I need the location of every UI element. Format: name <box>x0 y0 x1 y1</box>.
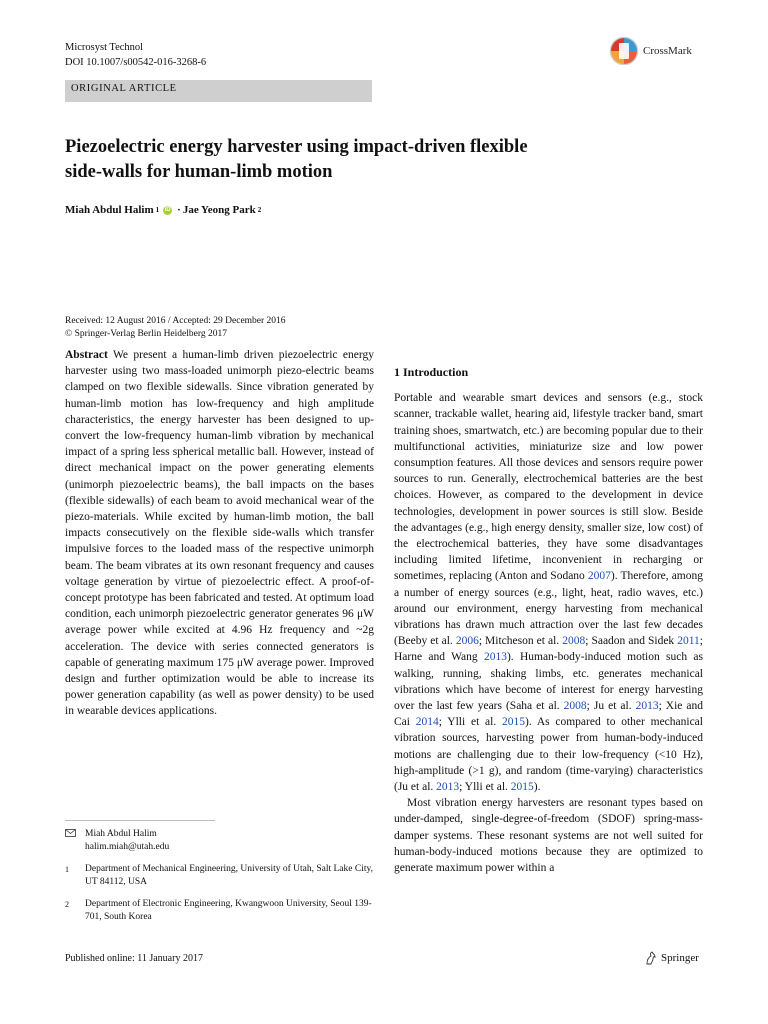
copyright: © Springer-Verlag Berlin Heidelberg 2017 <box>65 329 227 339</box>
author-affiliation-mark: 1 <box>155 206 160 214</box>
intro-paragraph-1 <box>394 390 703 795</box>
paragraph-text: ; Saadon and Sidek <box>585 635 678 648</box>
affiliation-text: Department of Electronic Engineering, Kwangwoon University, Seoul 139-701, South Korea <box>85 899 372 922</box>
intro-paragraph-2: Most vibration energy harvesters are resonant types based on under-damped, single-degree-of-freedom (SDOF) spring-mass-damper systems. These resonant systems are not well suited for human-body-induced motions because they are optimized to generate maximum power within a <box>394 797 703 875</box>
citation-link[interactable]: 2015 <box>501 716 525 729</box>
citation-link[interactable]: 2014 <box>415 716 439 729</box>
affiliation-item <box>65 898 375 923</box>
received-accepted: Received: 12 August 2016 / Accepted: 29 December 2016 <box>65 316 286 326</box>
footnotes <box>65 828 375 933</box>
paragraph-text: ). As compared to other mechanical vibration sources, harvesting power from human-body-induced motions are challenging due to their low-frequency (<10 Hz), high-amplitude (>1 g), and random (time-varying) characteristics (Ju et al. <box>394 716 703 794</box>
citation-link[interactable]: 2013 <box>483 651 507 664</box>
author-affiliation-mark: 2 <box>257 206 262 214</box>
affiliation-number: 2 <box>65 900 69 909</box>
citation-link[interactable]: 2006 <box>455 635 479 648</box>
publisher-logo <box>644 951 699 965</box>
citation-link[interactable]: 2008 <box>563 700 587 713</box>
citation-link[interactable]: 2008 <box>562 635 586 648</box>
journal-header <box>65 40 206 70</box>
journal-name: Microsyst Technol <box>65 42 144 53</box>
crossmark-label: CrossMark <box>643 45 692 57</box>
paragraph-text: ). Therefore, among a number of energy sources (e.g., light, heat, radio waves, etc.) around our environment, energy harvesting from mechanical vibrations has drawn much attraction over the last few decades (Beeby et al. <box>394 570 704 648</box>
section-heading: 1 Introduction <box>394 365 469 379</box>
citation-link[interactable]: 2015 <box>510 781 534 794</box>
article-dates <box>65 315 286 341</box>
author-name[interactable]: Jae Yeong Park <box>182 204 256 216</box>
abstract-text: We present a human-limb driven piezoelectric energy harvester using two mass-loaded unimorph piezo-electric beams clamped on two flexible sidewalls. Since vibration generated by human-limb motion has low-frequency and high amplitude characteristics, the energy harvester has been designed to up-convert the low-frequency human-limb vibration by mechanical impact of a spring less spherical metallic ball. However, instead of direct mechanical impact on the power generating elements (unimorph piezoelectric beams), the ball impacts on the bases (flexible sidewalls) of each beam to avoid mechanical wear of the piezo-materials. While excited by human-limb motion, the ball impacts consecutively on the flexible side-walls which transfer impulsive forces to the loaded mass of the respective unimorph beam. The beam vibrates at its own resonant frequency and causes voltage generation by virtue of piezoelectric effect. A proof-of-concept prototype has been fabricated and tested. At optimum load condition, each unimorph piezoelectric generator generates 96 μW average power while excited at 4.96 Hz frequency and ~2g acceleration. The device with series connected generators is capable of generating maximum 175 μW average power. Improved design and further optimization would be able to increase its power generation capability (as well as power density) to be used in wearable devices applications. <box>65 349 374 718</box>
paragraph-text: ; Ylli et al. <box>438 716 502 729</box>
affiliation-number: 1 <box>65 865 69 874</box>
author-separator: · <box>177 204 181 216</box>
citation-link[interactable]: 2011 <box>677 635 700 648</box>
paragraph-text: Portable and wearable smart devices and sensors (e.g., stock scanner, trackable wallet, hearing aid, lifestyle tracker band, smart training shoes, smartwatch, etc.) are becoming popular due to their multifunctional activities, miniaturize size and low power consumption features. All those devices and sensors require power sources to run. Generally, electrochemical batteries are the best choices. However, as compared to the development in device technologies, development in power sources is still slow. Beside the advantages (e.g., high energy density, smaller size, low cost) of the electrochemical batteries, they have some disadvantages including limited lifetime, inconvenient in recharging or sometimes, replacing (Anton and Sodano <box>394 392 703 583</box>
paragraph-text: ; Mitcheson et al. <box>478 635 563 648</box>
title-line-1: Piezoelectric energy harvester using impact-driven flexible <box>65 137 528 157</box>
paragraph-text: ; Ju et al. <box>586 700 636 713</box>
citation-link[interactable]: 2013 <box>635 700 659 713</box>
citation-link[interactable]: 2007 <box>587 570 611 583</box>
envelope-icon <box>65 828 85 853</box>
springer-horse-icon <box>644 951 658 965</box>
paper-title <box>65 135 665 185</box>
orcid-icon[interactable]: iD <box>164 206 171 213</box>
corresponding-email[interactable]: halim.miah@utah.edu <box>85 841 170 852</box>
introduction-section <box>394 364 703 876</box>
published-online: Published online: 11 January 2017 <box>65 953 203 964</box>
doi[interactable]: DOI 10.1007/s00542-016-3268-6 <box>65 57 207 68</box>
footnote-divider <box>65 820 215 821</box>
paragraph-text: ; Xie and Cai <box>394 700 703 729</box>
corresponding-name: Miah Abdul Halim <box>85 829 157 839</box>
publisher-name: Springer <box>661 952 699 964</box>
author-name[interactable]: Miah Abdul Halim <box>65 204 154 216</box>
abstract <box>65 347 374 720</box>
affiliation-item <box>65 863 375 888</box>
article-type-band <box>65 80 372 102</box>
affiliation-text: Department of Mechanical Engineering, University of Utah, Salt Lake City, UT 84112, USA <box>85 864 373 887</box>
crossmark-icon <box>609 36 639 66</box>
abstract-label: Abstract <box>65 349 108 361</box>
corresponding-author <box>65 828 375 853</box>
paragraph-text: ; Ylli et al. <box>459 781 511 794</box>
paragraph-text: ). <box>533 781 541 794</box>
title-line-2: side-walls for human-limb motion <box>65 162 333 182</box>
crossmark-badge[interactable] <box>609 34 709 68</box>
article-type: ORIGINAL ARTICLE <box>71 83 177 94</box>
paragraph-text: ; Harne and Wang <box>394 635 703 664</box>
paragraph-text: ). Human-body-induced motion such as walking, running, shaking limbs, etc. generates mechanical vibrations which have become of interest for energy harvesting over the last few years (Saha et al. <box>394 651 703 713</box>
author-list <box>65 204 261 216</box>
citation-link[interactable]: 2013 <box>436 781 460 794</box>
